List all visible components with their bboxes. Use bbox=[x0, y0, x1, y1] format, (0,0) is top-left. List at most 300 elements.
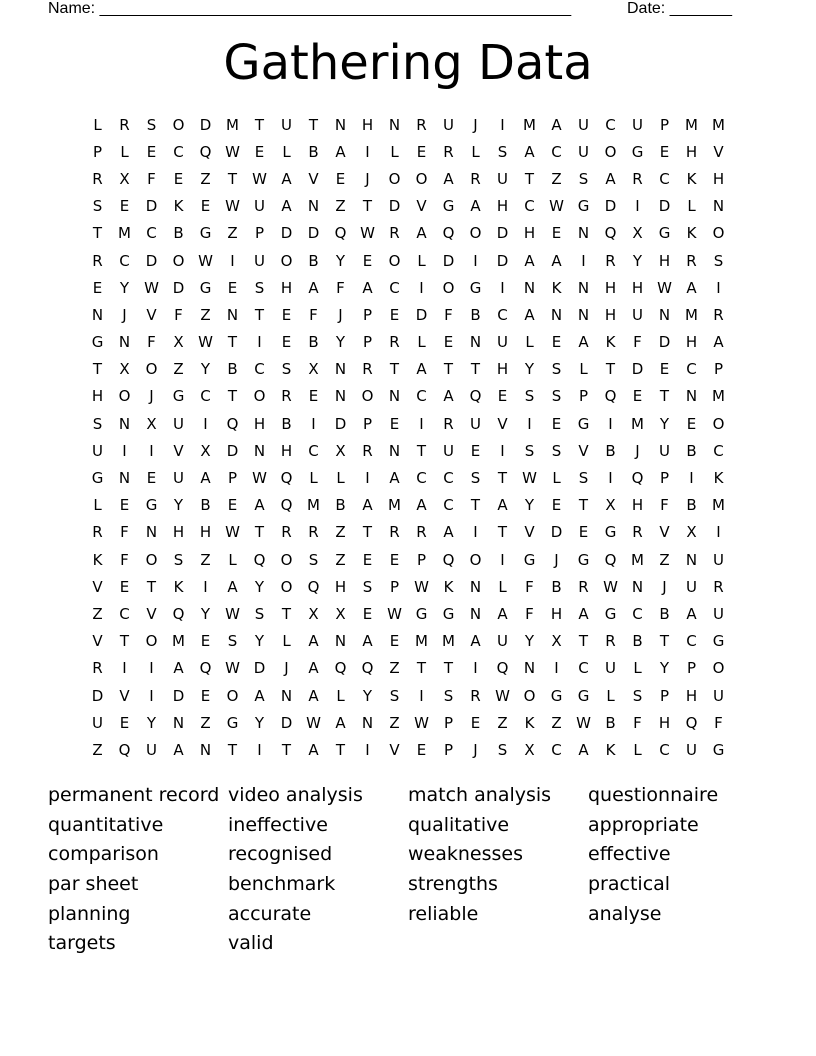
grid-letter[interactable]: U bbox=[659, 441, 670, 460]
grid-letter[interactable]: C bbox=[605, 115, 616, 134]
grid-letter[interactable]: A bbox=[281, 169, 292, 188]
grid-letter[interactable]: O bbox=[604, 142, 617, 161]
grid-letter[interactable]: U bbox=[686, 740, 697, 759]
grid-letter[interactable]: U bbox=[605, 659, 616, 678]
grid-letter[interactable]: E bbox=[551, 333, 562, 352]
grid-letter[interactable]: E bbox=[659, 360, 670, 379]
grid-letter[interactable]: R bbox=[92, 169, 103, 188]
grid-letter[interactable]: A bbox=[416, 224, 427, 243]
grid-letter[interactable]: D bbox=[334, 414, 347, 433]
grid-letter[interactable]: H bbox=[685, 686, 698, 705]
grid-letter[interactable]: T bbox=[578, 632, 589, 651]
grid-letter[interactable]: H bbox=[685, 142, 698, 161]
grid-letter[interactable]: A bbox=[173, 740, 184, 759]
grid-letter[interactable]: W bbox=[198, 333, 213, 352]
grid-letter[interactable]: W bbox=[387, 604, 402, 623]
grid-letter[interactable]: N bbox=[469, 604, 482, 623]
grid-letter[interactable]: S bbox=[254, 278, 265, 297]
grid-letter[interactable]: I bbox=[716, 278, 721, 297]
grid-letter[interactable]: K bbox=[524, 713, 535, 732]
grid-letter[interactable]: E bbox=[146, 142, 157, 161]
grid-letter[interactable]: N bbox=[280, 686, 293, 705]
grid-letter[interactable]: A bbox=[335, 142, 346, 161]
grid-letter[interactable]: A bbox=[281, 197, 292, 216]
grid-letter[interactable]: Z bbox=[389, 659, 400, 678]
grid-letter[interactable]: N bbox=[172, 713, 185, 732]
grid-letter[interactable]: E bbox=[389, 305, 400, 324]
grid-letter[interactable]: M bbox=[388, 496, 401, 515]
grid-letter[interactable]: N bbox=[361, 713, 374, 732]
grid-letter[interactable]: P bbox=[713, 360, 724, 379]
grid-letter[interactable]: H bbox=[91, 387, 104, 406]
grid-letter[interactable]: I bbox=[122, 659, 127, 678]
grid-letter[interactable]: D bbox=[496, 224, 509, 243]
grid-letter[interactable]: B bbox=[551, 577, 562, 596]
grid-letter[interactable]: G bbox=[199, 224, 212, 243]
grid-letter[interactable]: Q bbox=[199, 659, 212, 678]
grid-letter[interactable]: D bbox=[496, 251, 509, 270]
grid-letter[interactable]: N bbox=[334, 632, 347, 651]
grid-letter[interactable]: R bbox=[632, 169, 643, 188]
grid-letter[interactable]: S bbox=[146, 115, 157, 134]
grid-letter[interactable]: U bbox=[146, 740, 157, 759]
grid-letter[interactable]: F bbox=[147, 333, 156, 352]
grid-letter[interactable]: I bbox=[581, 251, 586, 270]
grid-letter[interactable]: U bbox=[713, 550, 724, 569]
grid-letter[interactable]: H bbox=[172, 523, 185, 542]
grid-letter[interactable]: L bbox=[309, 469, 318, 488]
grid-letter[interactable]: P bbox=[659, 686, 670, 705]
grid-letter[interactable]: I bbox=[365, 142, 370, 161]
grid-letter[interactable]: F bbox=[120, 550, 129, 569]
grid-letter[interactable]: S bbox=[497, 142, 508, 161]
grid-letter[interactable]: X bbox=[119, 169, 130, 188]
grid-letter[interactable]: H bbox=[280, 441, 293, 460]
grid-letter[interactable]: V bbox=[173, 441, 184, 460]
grid-letter[interactable]: M bbox=[712, 115, 725, 134]
grid-letter[interactable]: R bbox=[686, 251, 697, 270]
grid-letter[interactable]: Y bbox=[254, 632, 265, 651]
grid-letter[interactable]: Y bbox=[335, 333, 346, 352]
grid-letter[interactable]: T bbox=[254, 305, 265, 324]
grid-letter[interactable]: Q bbox=[496, 659, 509, 678]
grid-letter[interactable]: B bbox=[335, 496, 346, 515]
grid-letter[interactable]: A bbox=[497, 496, 508, 515]
grid-letter[interactable]: I bbox=[419, 278, 424, 297]
grid-letter[interactable]: M bbox=[415, 632, 428, 651]
grid-letter[interactable]: Z bbox=[227, 224, 238, 243]
grid-letter[interactable]: E bbox=[281, 305, 292, 324]
grid-letter[interactable]: Q bbox=[604, 224, 617, 243]
grid-letter[interactable]: S bbox=[524, 387, 535, 406]
grid-letter[interactable]: E bbox=[362, 251, 373, 270]
grid-letter[interactable]: S bbox=[92, 197, 103, 216]
grid-letter[interactable]: D bbox=[415, 305, 428, 324]
grid-letter[interactable]: U bbox=[686, 577, 697, 596]
grid-letter[interactable]: R bbox=[362, 360, 373, 379]
grid-letter[interactable]: N bbox=[91, 305, 104, 324]
grid-letter[interactable]: O bbox=[118, 387, 131, 406]
grid-letter[interactable]: T bbox=[443, 659, 454, 678]
grid-letter[interactable]: Z bbox=[200, 713, 211, 732]
grid-letter[interactable]: J bbox=[635, 441, 640, 460]
grid-letter[interactable]: C bbox=[713, 441, 724, 460]
grid-letter[interactable]: S bbox=[632, 686, 643, 705]
grid-letter[interactable]: A bbox=[524, 305, 535, 324]
grid-letter[interactable]: U bbox=[173, 414, 184, 433]
grid-letter[interactable]: A bbox=[254, 496, 265, 515]
grid-letter[interactable]: C bbox=[686, 360, 697, 379]
grid-letter[interactable]: Q bbox=[280, 469, 293, 488]
grid-letter[interactable]: N bbox=[631, 577, 644, 596]
grid-letter[interactable]: P bbox=[659, 115, 670, 134]
grid-letter[interactable]: U bbox=[497, 169, 508, 188]
grid-letter[interactable]: N bbox=[334, 387, 347, 406]
grid-letter[interactable]: I bbox=[257, 740, 262, 759]
grid-letter[interactable]: A bbox=[227, 577, 238, 596]
grid-letter[interactable]: I bbox=[473, 523, 478, 542]
grid-letter[interactable]: R bbox=[92, 659, 103, 678]
grid-letter[interactable]: A bbox=[416, 496, 427, 515]
grid-letter[interactable]: G bbox=[712, 632, 725, 651]
grid-letter[interactable]: P bbox=[227, 469, 238, 488]
grid-letter[interactable]: T bbox=[281, 740, 292, 759]
grid-letter[interactable]: H bbox=[604, 305, 617, 324]
grid-letter[interactable]: W bbox=[549, 197, 564, 216]
grid-letter[interactable]: A bbox=[470, 632, 481, 651]
grid-letter[interactable]: N bbox=[199, 740, 212, 759]
grid-letter[interactable]: P bbox=[362, 305, 373, 324]
grid-letter[interactable]: L bbox=[552, 469, 561, 488]
grid-letter[interactable]: M bbox=[442, 632, 455, 651]
grid-letter[interactable]: R bbox=[281, 387, 292, 406]
grid-letter[interactable]: Y bbox=[524, 360, 535, 379]
grid-letter[interactable]: A bbox=[524, 142, 535, 161]
grid-letter[interactable]: T bbox=[362, 523, 373, 542]
grid-letter[interactable]: D bbox=[172, 278, 185, 297]
grid-letter[interactable]: X bbox=[551, 632, 562, 651]
grid-letter[interactable]: N bbox=[685, 387, 698, 406]
grid-letter[interactable]: S bbox=[470, 469, 481, 488]
grid-letter[interactable]: M bbox=[172, 632, 185, 651]
grid-letter[interactable]: A bbox=[443, 523, 454, 542]
grid-letter[interactable]: E bbox=[443, 333, 454, 352]
grid-letter[interactable]: G bbox=[91, 333, 104, 352]
grid-letter[interactable]: C bbox=[146, 224, 157, 243]
grid-letter[interactable]: Q bbox=[604, 550, 617, 569]
grid-letter[interactable]: Z bbox=[389, 713, 400, 732]
grid-letter[interactable]: F bbox=[444, 305, 453, 324]
grid-letter[interactable]: M bbox=[685, 115, 698, 134]
grid-letter[interactable]: N bbox=[577, 224, 590, 243]
grid-letter[interactable]: Z bbox=[335, 550, 346, 569]
grid-letter[interactable]: R bbox=[713, 577, 724, 596]
grid-letter[interactable]: S bbox=[254, 604, 265, 623]
grid-letter[interactable]: T bbox=[497, 469, 508, 488]
grid-letter[interactable]: N bbox=[577, 305, 590, 324]
grid-letter[interactable]: A bbox=[335, 713, 346, 732]
grid-letter[interactable]: X bbox=[308, 604, 319, 623]
grid-letter[interactable]: E bbox=[470, 713, 481, 732]
grid-letter[interactable]: M bbox=[631, 550, 644, 569]
grid-letter[interactable]: C bbox=[524, 197, 535, 216]
grid-letter[interactable]: O bbox=[145, 360, 158, 379]
grid-letter[interactable]: E bbox=[659, 142, 670, 161]
grid-letter[interactable]: E bbox=[146, 469, 157, 488]
grid-letter[interactable]: S bbox=[92, 414, 103, 433]
grid-letter[interactable]: J bbox=[284, 659, 289, 678]
grid-letter[interactable]: F bbox=[309, 305, 318, 324]
grid-letter[interactable]: K bbox=[686, 224, 697, 243]
grid-letter[interactable]: I bbox=[419, 414, 424, 433]
grid-letter[interactable]: Z bbox=[335, 523, 346, 542]
grid-letter[interactable]: I bbox=[608, 469, 613, 488]
grid-letter[interactable]: U bbox=[281, 115, 292, 134]
grid-letter[interactable]: Z bbox=[92, 740, 103, 759]
grid-letter[interactable]: S bbox=[281, 360, 292, 379]
grid-letter[interactable]: G bbox=[604, 604, 617, 623]
grid-letter[interactable]: Q bbox=[307, 577, 320, 596]
grid-letter[interactable]: S bbox=[497, 740, 508, 759]
grid-letter[interactable]: I bbox=[149, 441, 154, 460]
grid-letter[interactable]: N bbox=[334, 115, 347, 134]
grid-letter[interactable]: E bbox=[254, 142, 265, 161]
grid-letter[interactable]: E bbox=[416, 740, 427, 759]
grid-letter[interactable]: H bbox=[496, 197, 509, 216]
grid-letter[interactable]: V bbox=[92, 577, 103, 596]
grid-letter[interactable]: I bbox=[365, 469, 370, 488]
grid-letter[interactable]: Y bbox=[335, 251, 346, 270]
grid-letter[interactable]: N bbox=[712, 197, 725, 216]
grid-letter[interactable]: A bbox=[362, 278, 373, 297]
grid-letter[interactable]: O bbox=[712, 659, 725, 678]
grid-letter[interactable]: B bbox=[605, 713, 616, 732]
grid-letter[interactable]: B bbox=[227, 360, 238, 379]
grid-letter[interactable]: A bbox=[308, 659, 319, 678]
grid-letter[interactable]: C bbox=[119, 251, 130, 270]
grid-letter[interactable]: W bbox=[414, 577, 429, 596]
grid-letter[interactable]: I bbox=[500, 441, 505, 460]
grid-letter[interactable]: O bbox=[226, 686, 239, 705]
grid-letter[interactable]: V bbox=[389, 740, 400, 759]
grid-letter[interactable]: U bbox=[578, 115, 589, 134]
grid-letter[interactable]: D bbox=[91, 686, 104, 705]
grid-letter[interactable]: F bbox=[525, 577, 534, 596]
grid-letter[interactable]: T bbox=[254, 115, 265, 134]
grid-letter[interactable]: X bbox=[335, 441, 346, 460]
grid-letter[interactable]: B bbox=[632, 632, 643, 651]
grid-letter[interactable]: W bbox=[603, 577, 618, 596]
grid-letter[interactable]: G bbox=[577, 550, 590, 569]
grid-letter[interactable]: N bbox=[145, 523, 158, 542]
grid-letter[interactable]: P bbox=[578, 387, 589, 406]
grid-letter[interactable]: K bbox=[443, 577, 454, 596]
grid-letter[interactable]: Z bbox=[551, 169, 562, 188]
grid-letter[interactable]: A bbox=[308, 740, 319, 759]
grid-letter[interactable]: Y bbox=[200, 604, 211, 623]
grid-letter[interactable]: D bbox=[145, 197, 158, 216]
grid-letter[interactable]: Q bbox=[361, 659, 374, 678]
grid-letter[interactable]: V bbox=[92, 632, 103, 651]
grid-letter[interactable]: E bbox=[362, 550, 373, 569]
grid-letter[interactable]: V bbox=[659, 523, 670, 542]
grid-letter[interactable]: T bbox=[389, 360, 400, 379]
grid-letter[interactable]: W bbox=[225, 604, 240, 623]
grid-letter[interactable]: D bbox=[253, 659, 266, 678]
grid-letter[interactable]: A bbox=[308, 278, 319, 297]
grid-letter[interactable]: U bbox=[254, 197, 265, 216]
grid-letter[interactable]: O bbox=[172, 251, 185, 270]
grid-letter[interactable]: S bbox=[578, 169, 589, 188]
grid-letter[interactable]: S bbox=[551, 360, 562, 379]
grid-letter[interactable]: S bbox=[551, 387, 562, 406]
grid-letter[interactable]: B bbox=[308, 251, 319, 270]
grid-letter[interactable]: A bbox=[686, 278, 697, 297]
grid-letter[interactable]: L bbox=[282, 632, 291, 651]
grid-letter[interactable]: I bbox=[473, 659, 478, 678]
grid-letter[interactable]: C bbox=[416, 469, 427, 488]
grid-letter[interactable]: T bbox=[227, 333, 238, 352]
grid-letter[interactable]: B bbox=[605, 441, 616, 460]
grid-letter[interactable]: B bbox=[470, 305, 481, 324]
grid-letter[interactable]: B bbox=[686, 441, 697, 460]
grid-letter[interactable]: E bbox=[119, 197, 130, 216]
grid-letter[interactable]: I bbox=[311, 414, 316, 433]
grid-letter[interactable]: X bbox=[335, 604, 346, 623]
grid-letter[interactable]: E bbox=[470, 441, 481, 460]
grid-letter[interactable]: L bbox=[120, 142, 129, 161]
grid-letter[interactable]: R bbox=[92, 251, 103, 270]
grid-letter[interactable]: J bbox=[554, 550, 559, 569]
grid-letter[interactable]: N bbox=[118, 414, 131, 433]
grid-letter[interactable]: T bbox=[281, 604, 292, 623]
grid-letter[interactable]: D bbox=[280, 224, 293, 243]
grid-letter[interactable]: T bbox=[92, 360, 103, 379]
grid-letter[interactable]: W bbox=[576, 713, 591, 732]
grid-letter[interactable]: E bbox=[308, 387, 319, 406]
grid-letter[interactable]: V bbox=[416, 197, 427, 216]
grid-letter[interactable]: E bbox=[551, 496, 562, 515]
grid-letter[interactable]: N bbox=[685, 550, 698, 569]
grid-letter[interactable]: X bbox=[605, 496, 616, 515]
grid-letter[interactable]: D bbox=[226, 441, 239, 460]
grid-letter[interactable]: H bbox=[280, 278, 293, 297]
grid-letter[interactable]: V bbox=[524, 523, 535, 542]
grid-letter[interactable]: D bbox=[604, 197, 617, 216]
grid-letter[interactable]: H bbox=[334, 577, 347, 596]
grid-letter[interactable]: N bbox=[523, 278, 536, 297]
grid-letter[interactable]: D bbox=[550, 523, 563, 542]
grid-letter[interactable]: P bbox=[254, 224, 265, 243]
grid-letter[interactable]: Q bbox=[199, 142, 212, 161]
grid-letter[interactable]: R bbox=[605, 632, 616, 651]
grid-letter[interactable]: W bbox=[198, 251, 213, 270]
grid-letter[interactable]: C bbox=[443, 469, 454, 488]
grid-letter[interactable]: D bbox=[388, 197, 401, 216]
grid-letter[interactable]: T bbox=[416, 659, 427, 678]
grid-letter[interactable]: C bbox=[416, 387, 427, 406]
grid-letter[interactable]: Z bbox=[497, 713, 508, 732]
grid-letter[interactable]: C bbox=[443, 496, 454, 515]
grid-letter[interactable]: B bbox=[686, 496, 697, 515]
grid-letter[interactable]: U bbox=[470, 414, 481, 433]
grid-letter[interactable]: A bbox=[416, 360, 427, 379]
grid-letter[interactable]: R bbox=[470, 686, 481, 705]
grid-letter[interactable]: R bbox=[416, 523, 427, 542]
grid-letter[interactable]: B bbox=[659, 604, 670, 623]
grid-letter[interactable]: Q bbox=[442, 224, 455, 243]
grid-letter[interactable]: J bbox=[662, 577, 667, 596]
grid-letter[interactable]: O bbox=[172, 115, 185, 134]
grid-letter[interactable]: E bbox=[200, 686, 211, 705]
grid-letter[interactable]: L bbox=[687, 197, 696, 216]
grid-letter[interactable]: S bbox=[308, 550, 319, 569]
grid-letter[interactable]: E bbox=[173, 169, 184, 188]
grid-letter[interactable]: H bbox=[685, 333, 698, 352]
grid-letter[interactable]: M bbox=[307, 496, 320, 515]
grid-letter[interactable]: C bbox=[659, 740, 670, 759]
grid-letter[interactable]: Y bbox=[659, 414, 670, 433]
grid-letter[interactable]: U bbox=[92, 441, 103, 460]
grid-letter[interactable]: A bbox=[443, 387, 454, 406]
grid-letter[interactable]: N bbox=[118, 469, 131, 488]
grid-letter[interactable]: L bbox=[336, 686, 345, 705]
grid-letter[interactable]: Y bbox=[200, 360, 211, 379]
grid-letter[interactable]: Q bbox=[604, 387, 617, 406]
grid-letter[interactable]: E bbox=[389, 550, 400, 569]
grid-letter[interactable]: B bbox=[308, 333, 319, 352]
grid-letter[interactable]: U bbox=[632, 305, 643, 324]
grid-letter[interactable]: X bbox=[200, 441, 211, 460]
grid-letter[interactable]: O bbox=[712, 224, 725, 243]
grid-letter[interactable]: Y bbox=[254, 713, 265, 732]
grid-letter[interactable]: Y bbox=[173, 496, 184, 515]
grid-letter[interactable]: U bbox=[578, 142, 589, 161]
grid-letter[interactable]: C bbox=[308, 441, 319, 460]
grid-letter[interactable]: N bbox=[226, 305, 239, 324]
grid-letter[interactable]: G bbox=[577, 197, 590, 216]
grid-letter[interactable]: E bbox=[119, 713, 130, 732]
grid-letter[interactable]: W bbox=[360, 224, 375, 243]
grid-letter[interactable]: A bbox=[551, 251, 562, 270]
grid-letter[interactable]: O bbox=[442, 278, 455, 297]
grid-letter[interactable]: P bbox=[659, 469, 670, 488]
grid-letter[interactable]: R bbox=[443, 414, 454, 433]
grid-letter[interactable]: E bbox=[416, 142, 427, 161]
grid-letter[interactable]: E bbox=[632, 387, 643, 406]
grid-letter[interactable]: B bbox=[200, 496, 211, 515]
grid-letter[interactable]: T bbox=[119, 632, 130, 651]
grid-letter[interactable]: C bbox=[389, 278, 400, 297]
grid-letter[interactable]: E bbox=[578, 523, 589, 542]
grid-letter[interactable]: A bbox=[362, 632, 373, 651]
grid-letter[interactable]: J bbox=[338, 305, 343, 324]
grid-letter[interactable]: I bbox=[716, 523, 721, 542]
grid-letter[interactable]: T bbox=[578, 496, 589, 515]
grid-letter[interactable]: R bbox=[92, 523, 103, 542]
grid-letter[interactable]: K bbox=[551, 278, 562, 297]
grid-letter[interactable]: C bbox=[632, 604, 643, 623]
grid-letter[interactable]: G bbox=[523, 550, 536, 569]
grid-letter[interactable]: J bbox=[473, 115, 478, 134]
grid-letter[interactable]: W bbox=[225, 523, 240, 542]
grid-letter[interactable]: W bbox=[495, 686, 510, 705]
grid-letter[interactable]: I bbox=[554, 659, 559, 678]
grid-letter[interactable]: J bbox=[149, 387, 154, 406]
grid-letter[interactable]: R bbox=[119, 115, 130, 134]
grid-letter[interactable]: N bbox=[388, 115, 401, 134]
grid-letter[interactable]: Y bbox=[659, 659, 670, 678]
